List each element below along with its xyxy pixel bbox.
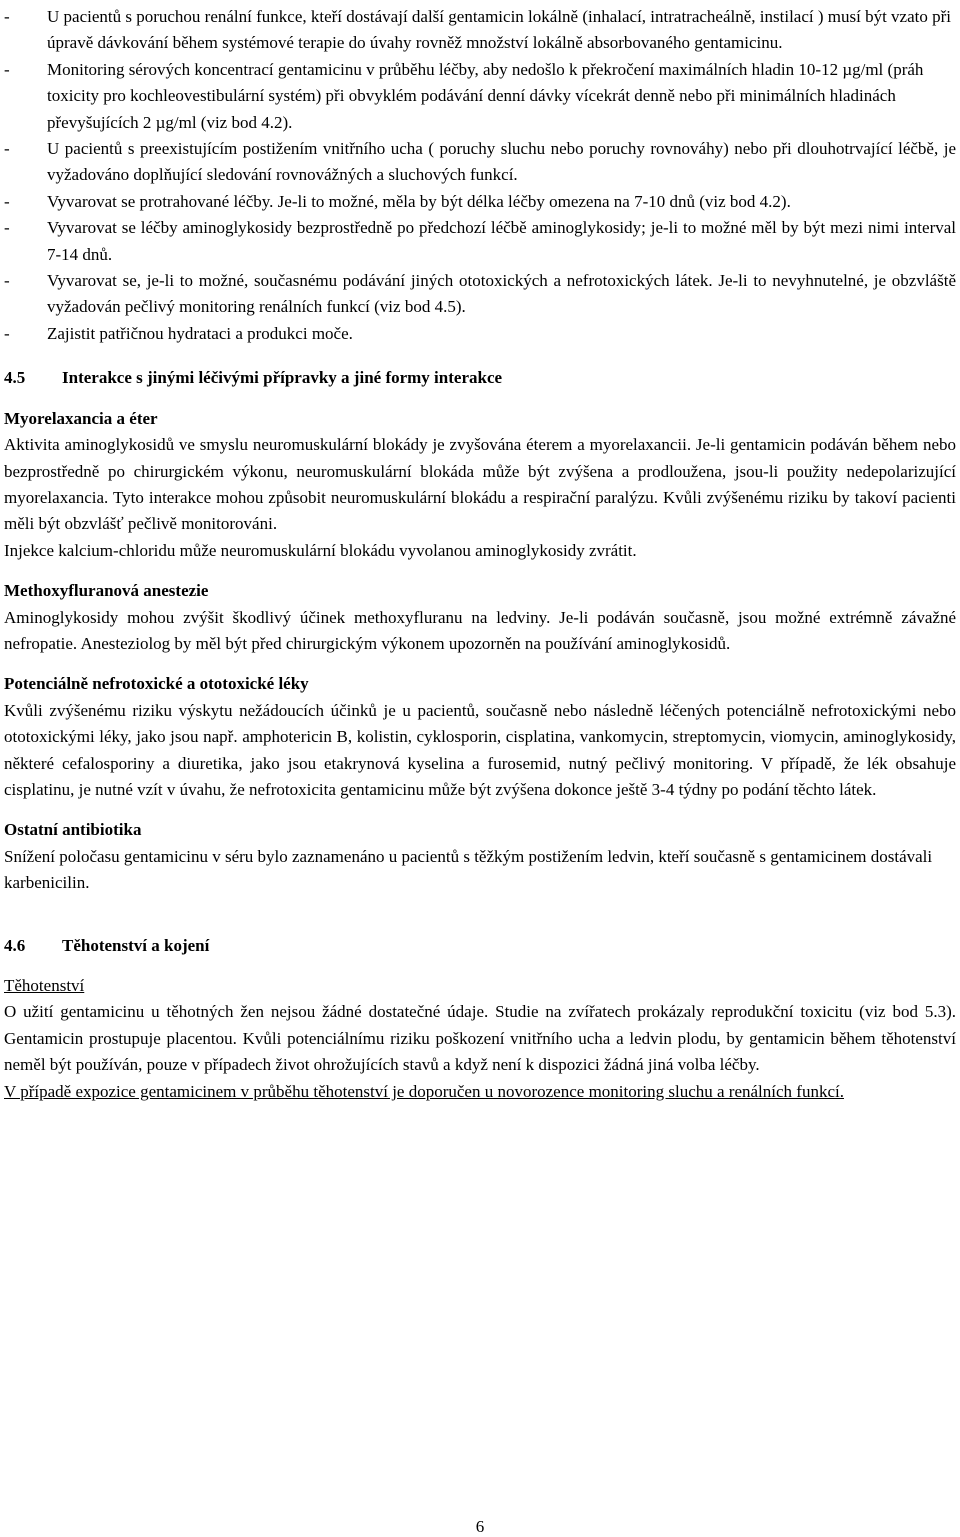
bullet-item [4,268,956,321]
paragraph-kalcium: Injekce kalcium-chloridu může neuromuskulární blokádu vyvolanou aminoglykosidy zvrátit. [4,540,637,560]
paragraph-antibiotika: Snížení poločasu gentamicinu v séru bylo zaznamenáno u pacientů s těžkým postižením ledvin, kteří současně s gentamicinem dostávali karbenicilin. [4,846,933,893]
paragraph-expozice: V případě expozice gentamicinem v průběhu těhotenství je doporučen u novorozence monitoring sluchu a renálních funkcí. [4,1081,844,1101]
paragraph-myorelaxancia: Aktivita aminoglykosidů ve smyslu neuromuskulární blokády je zvyšována éterem a myorelaxancii. Je-li gentamicin podáván během nebo bezprostředně po chirurgickém výkonu, neuromuskulární blokáda může být zvýšena a prodloužena, jsou-li použity nedepolarizující myorelaxancia. Tyto interakce mohou způsobit neuromuskulární blokádu a respirační paralýzu. Kvůli zvýšenému riziku by takoví pacienti měli být obzvlášť pečlivě monitorováni. [4,435,956,534]
section-title: Interakce s jinými léčivými přípravky a jiné formy interakce [62,368,503,388]
subheading-tehotenstvi: Těhotenství [4,976,85,995]
bullet-item [4,321,956,347]
bullet-item [4,215,956,268]
bullet-text: U pacientů s poruchou renální funkce, kteří dostávají další gentamicin lokálně (inhalací, intratracheálně, instilací ) musí být vzato při úpravě dávkování během systémové terapie do úvahy rovněž množství lokálně absorbovaného gentamicinu. [47,7,952,53]
bullet-dash: - [4,271,10,291]
bullet-dash: - [4,218,10,238]
bullet-dash: - [4,7,10,26]
bullet-dash: - [4,323,10,343]
bullet-item [4,136,956,189]
section-heading-4-6 [4,933,956,959]
paragraph-nefrotoxicke: Kvůli zvýšenému riziku výskytu nežádoucích účinků je u pacientů, současně nebo následně léčených potenciálně nefrotoxickými nebo ototoxickými léky, jako jsou např. amphotericin B, kolistin, cyklosporin, cisplatina, vankomycin, streptomycin, viomycin, aminoglykosidy, některé cefalosporiny a diuretika, jako jsou etakrynová kyselina a furosemid, nutný pečlivý monitoring. V případě, že lék obsahuje cisplatinu, je nutné vzít v úvahu, že nefrotoxicita gentamicinu může být zvýšena dokonce ještě 3-4 týdny po podání těchto látek. [4,700,956,799]
bullet-text: Monitoring sérových koncentrací gentamicinu v průběhu léčby, aby nedošlo k překročení maximálních hladin 10-12 µg/ml (práh toxicity pro kochleovestibulární systém) při obvyklém podávání denní dávky vícekrát denně nebo při minimálních hladinách převyšujících 2 µg/ml (viz bod 4.2). [47,59,924,132]
subheading-nefrotoxicke: Potenciálně nefrotoxické a ototoxické léky [4,674,309,694]
document-content [4,4,956,1105]
bullet-dash: - [4,139,10,159]
bullet-text: Zajistit patřičnou hydrataci a produkci moče. [47,323,353,343]
subheading-antibiotika: Ostatní antibiotika [4,820,142,840]
bullet-dash: - [4,59,10,79]
paragraph-methoxyfluran: Aminoglykosidy mohou zvýšit škodlivý účinek methoxyfluranu na ledviny. Je-li podáván současně, jsou možné extrémně závažné nefropatie. Anesteziolog by měl být před chirurgickým výkonem upozorněn na používání aminoglykosidů. [4,607,956,653]
subheading-myorelaxancia: Myorelaxancia a éter [4,408,158,428]
bullet-text: U pacientů s preexistujícím postižením vnitřního ucha ( poruchy sluchu nebo poruchy rovnováhy) nebo při dlouhotrvající léčbě, je vyžadováno doplňující sledování rovnovážných a sluchových funkcí. [47,139,956,185]
bullet-text: Vyvarovat se léčby aminoglykosidy bezprostředně po předchozí léčbě aminoglykosidy; je-li to možné měl by být mezi nimi interval 7-14 dnů. [47,218,956,264]
section-number: 4.5 [4,368,26,388]
bullet-item [4,4,956,57]
paragraph-tehotenstvi: O užití gentamicinu u těhotných žen nejsou žádné dostatečné údaje. Studie na zvířatech prokázaly reprodukční toxicitu (viz bod 5.3). Gentamicin prostupuje placentou. Kvůli potenciálnímu riziku poškození vnitřního ucha a ledvin plodu, by gentamicin během těhotenství neměl být používán, pouze v případech život ohrožujících stavů a když není k dispozici žádná jiná volba léčby. [4,1002,956,1075]
bullet-item [4,189,956,215]
bullet-text: Vyvarovat se, je-li to možné, současnému podávání jiných ototoxických a nefrotoxických látek. Je-li to nevyhnutelné, je obzvláště vyžadován pečlivý monitoring renálních funkcí (viz bod 4.5). [47,271,956,317]
subheading-methoxyfluran: Methoxyfluranová anestezie [4,581,209,601]
bullet-dash: - [4,191,10,211]
section-heading-4-5 [4,365,956,391]
bullet-list [4,4,956,347]
bullet-text: Vyvarovat se protrahované léčby. Je-li to možné, měla by být délka léčby omezena na 7-10 dnů (viz bod 4.2). [47,191,791,211]
section-number: 4.6 [4,935,26,955]
bullet-item [4,57,956,136]
page-number: 6 [475,1517,485,1536]
section-title: Těhotenství a kojení [62,935,210,955]
